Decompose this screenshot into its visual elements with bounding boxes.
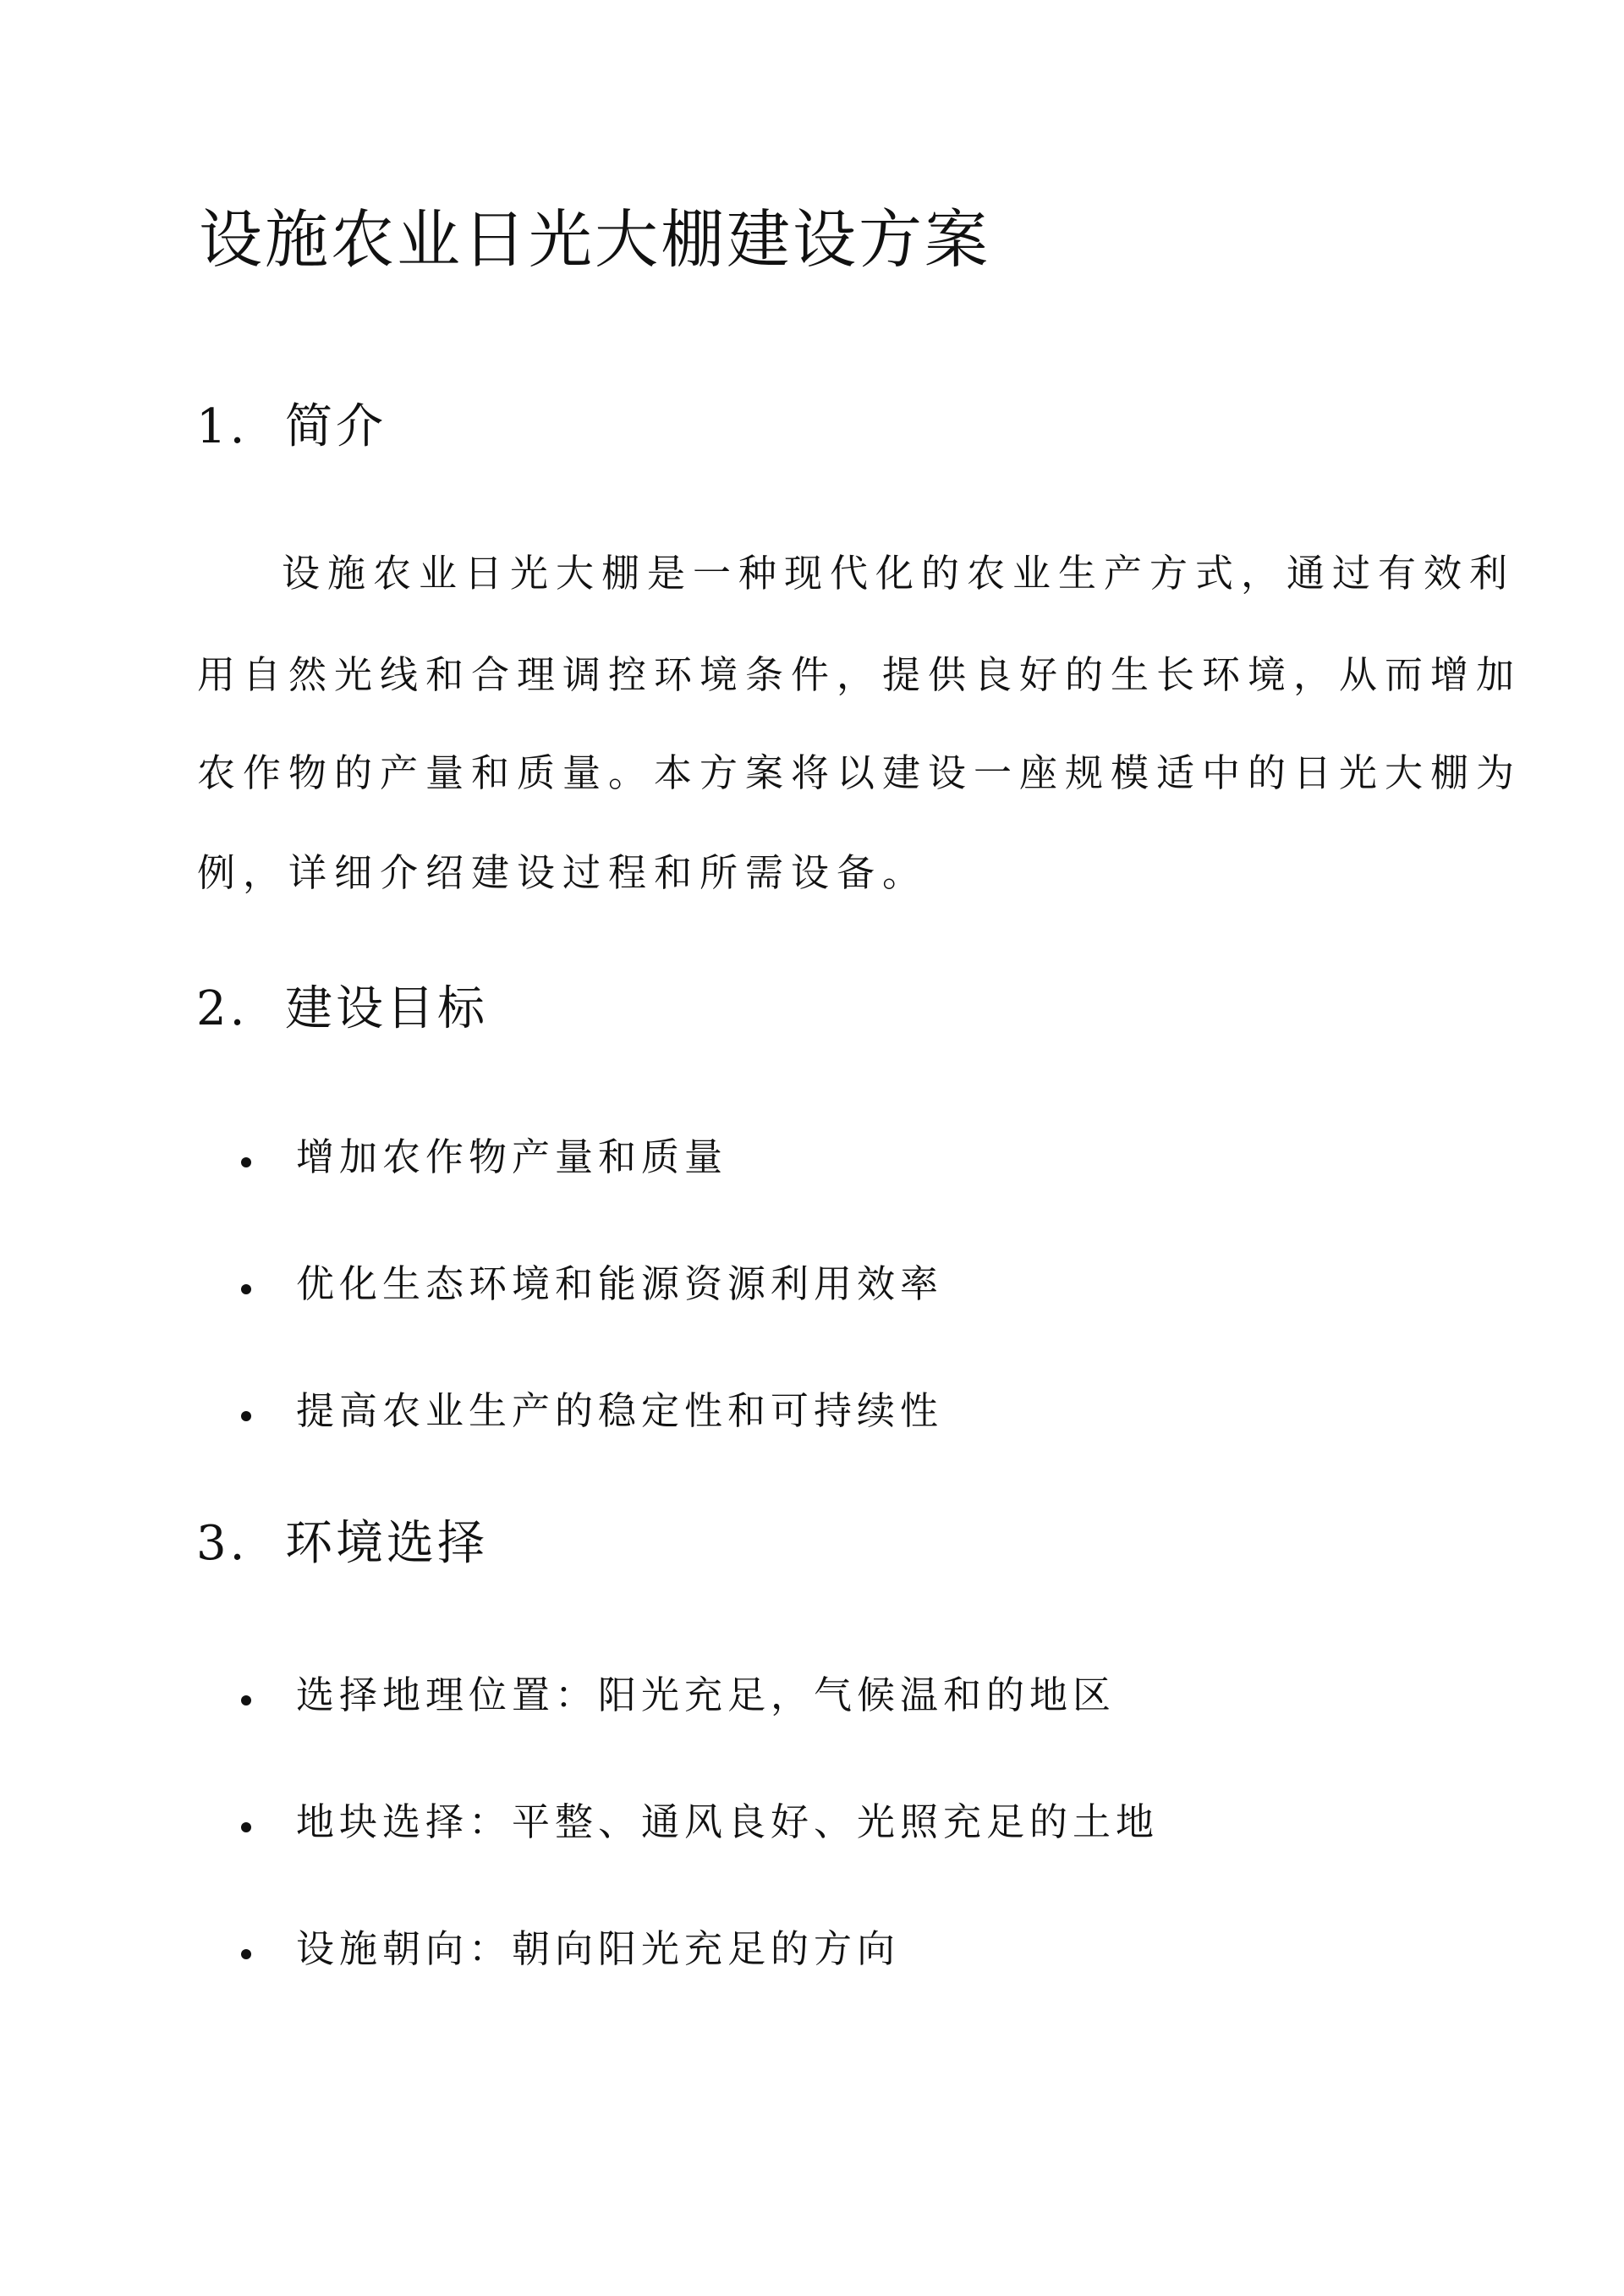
intro-paragraph-line-2: 用自然光线和合理调控环境条件，提供良好的生长环境，从而增加 <box>197 652 1522 697</box>
goal-item-2: 优化生态环境和能源资源利用效率 <box>296 1261 944 1306</box>
intro-paragraph-line-4: 例，详细介绍建设过程和所需设备。 <box>197 850 929 895</box>
section-heading-intro <box>196 398 387 457</box>
bullet-icon <box>241 1157 251 1167</box>
bullet-icon <box>241 1949 251 1959</box>
section-heading-goals <box>196 980 488 1039</box>
section-title: 简介 <box>285 399 387 454</box>
document-title: 设施农业日光大棚建设方案 <box>199 202 991 277</box>
bullet-icon <box>241 1411 251 1421</box>
bullet-icon <box>241 1695 251 1706</box>
environment-item-1: 选择地理位置：阳光充足，气候温和的地区 <box>296 1673 1116 1717</box>
bullet-icon <box>241 1822 251 1832</box>
environment-item-3: 设施朝向：朝向阳光充足的方向 <box>296 1926 901 1971</box>
section-title: 建设目标 <box>285 981 488 1036</box>
intro-paragraph-line-1: 设施农业日光大棚是一种现代化的农业生产方式，通过有效利 <box>282 551 1516 596</box>
section-number: 1. <box>196 399 249 454</box>
goal-item-1: 增加农作物产量和质量 <box>296 1134 728 1179</box>
bullet-icon <box>241 1284 251 1294</box>
environment-item-2: 地块选择：平整、通风良好、光照充足的土地 <box>296 1799 1160 1844</box>
goal-item-3: 提高农业生产的稳定性和可持续性 <box>296 1388 944 1433</box>
section-number: 3. <box>196 1516 249 1571</box>
intro-paragraph-line-3: 农作物的产量和质量。本方案将以建设一座规模适中的日光大棚为 <box>197 750 1522 795</box>
section-heading-environment <box>196 1514 488 1574</box>
section-title: 环境选择 <box>285 1516 488 1571</box>
section-number: 2. <box>196 981 249 1036</box>
